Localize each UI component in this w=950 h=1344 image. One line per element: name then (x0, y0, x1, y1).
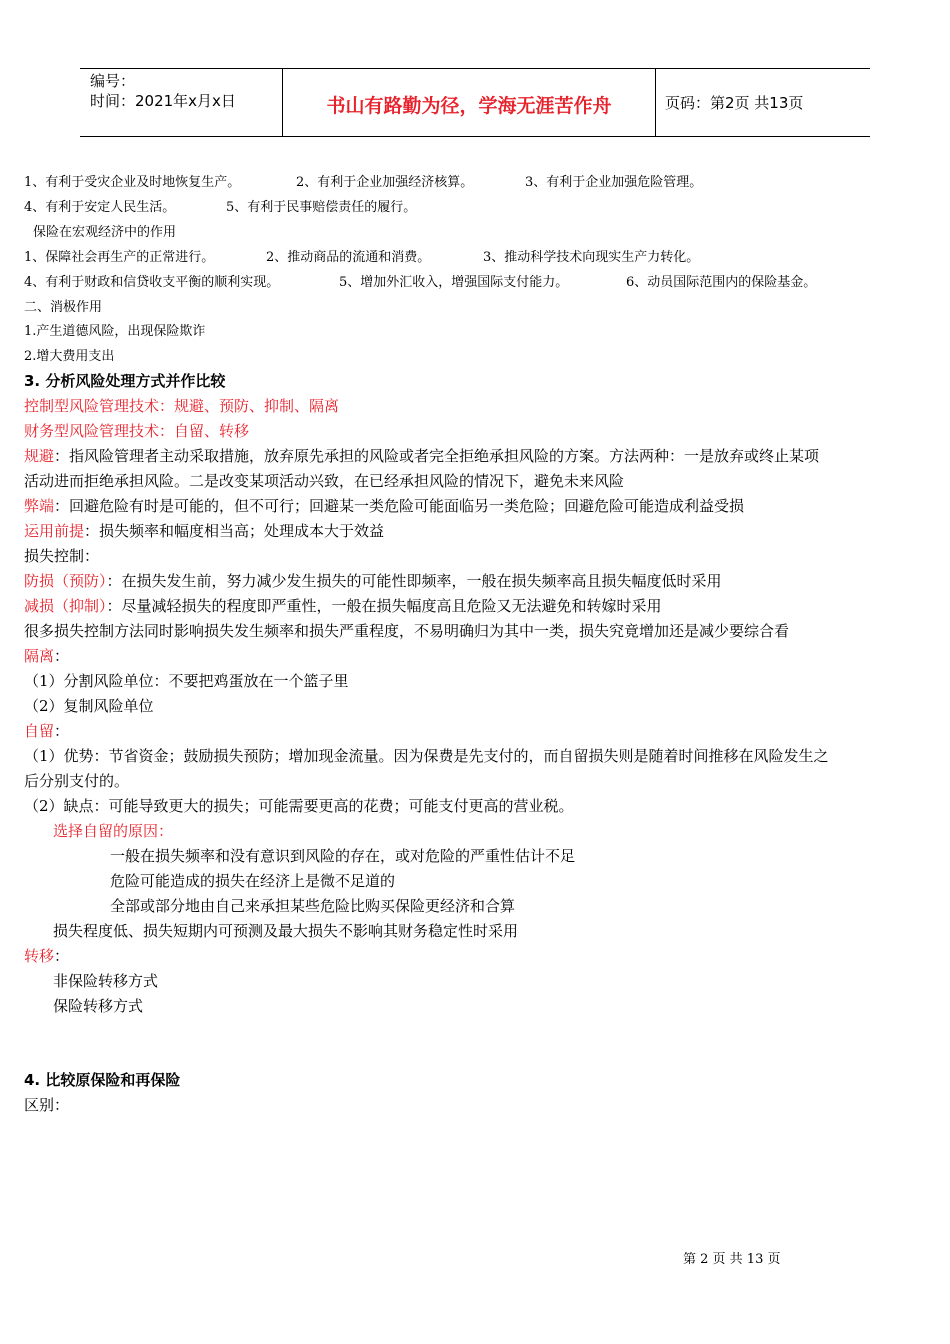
retention-reason-1: 一般在损失频率和没有意识到风险的存在，或对危险的严重性估计不足 (110, 847, 576, 865)
negative-role-2: 2.增大费用支出 (24, 349, 115, 364)
transfer-non-insurance: 非保险转移方式 (53, 972, 159, 990)
loss-control-note: 很多损失控制方法同时影响损失发生频率和损失严重程度，不易明确归为其中一类，损失究竟增加还是减少要综合看 (24, 622, 790, 640)
loss-reduction-text: ：尽量减轻损失的程度即严重性，一般在损失幅度高且危险又无法避免和转嫁时采用 (106, 597, 662, 615)
macro-role-2: 2、推动商品的流通和消费。 (266, 250, 431, 265)
transfer-colon: ： (54, 947, 70, 965)
retention-advantages-cont: 后分别支付的。 (24, 772, 130, 790)
header-meta-cell (80, 69, 282, 136)
loss-prevention (24, 570, 722, 591)
section-4-heading: 4. 比较原保险和再保险 (24, 1071, 181, 1089)
drawbacks (24, 495, 744, 516)
isolation-key: 隔离 (24, 647, 55, 665)
financial-techniques: 财务型风险管理技术：自留、转移 (24, 422, 250, 440)
macro-role-6: 6、动员国际范围内的保险基金。 (626, 275, 817, 290)
loss-reduction-key: 减损（抑制） (24, 597, 107, 615)
premise (24, 520, 384, 541)
macro-role-heading: 保险在宏观经济中的作用 (33, 225, 177, 240)
page-footer: 第 2 页 共 13 页 (683, 1252, 781, 1267)
drawbacks-key: 弊端 (24, 497, 55, 515)
retention-heading (24, 720, 69, 741)
isolation-1: （1）分割风险单位：不要把鸡蛋放在一个篮子里 (24, 672, 349, 690)
benefit-3: 3、有利于企业加强危险管理。 (525, 175, 703, 190)
difference-label: 区别： (24, 1096, 70, 1114)
retention-disadvantages: （2）缺点：可能导致更大的损失；可能需要更高的花费；可能支付更高的营业税。 (24, 797, 574, 815)
header-page-info: 页码：第2页 共13页 (665, 94, 804, 112)
retention-advantages: （1）优势：节省资金；鼓励损失预防；增加现金流量。因为保费是先支付的，而自留损失则是随着时间推移在风险发生之 (24, 747, 829, 765)
retention-reason-3: 全部或部分地由自己来承担某些危险比购买保险更经济和合算 (110, 897, 516, 915)
retention-reasons-heading: 选择自留的原因： (53, 822, 174, 840)
benefit-4: 4、有利于安定人民生活。 (24, 200, 176, 215)
date-label: 时间：2021年x月x日 (90, 92, 236, 110)
transfer-heading (24, 945, 69, 966)
page-header-table (80, 68, 870, 137)
transfer-key: 转移 (24, 947, 55, 965)
avoidance-key: 规避 (24, 447, 55, 465)
header-motto: 书山有路勤为径，学海无涯苦作舟 (282, 69, 656, 136)
isolation-heading (24, 645, 69, 666)
loss-reduction (24, 595, 662, 616)
negative-role-heading: 二、消极作用 (24, 300, 103, 315)
isolation-colon: ： (54, 647, 70, 665)
premise-key: 运用前提 (24, 522, 85, 540)
avoidance-definition (24, 445, 819, 466)
section-3-heading: 3. 分析风险处理方式并作比较 (24, 372, 226, 390)
macro-role-4: 4、有利于财政和信贷收支平衡的顺利实现。 (24, 275, 280, 290)
loss-control-heading: 损失控制： (24, 547, 100, 565)
avoidance-definition-cont: 活动进而拒绝承担风险。二是改变某项活动兴致，在已经承担风险的情况下，避免未来风险 (24, 472, 625, 490)
premise-text: ：损失频率和幅度相当高；处理成本大于效益 (84, 522, 385, 540)
negative-role-1: 1.产生道德风险，出现保险欺诈 (24, 324, 206, 339)
transfer-insurance: 保险转移方式 (53, 997, 144, 1015)
control-techniques: 控制型风险管理技术：规避、预防、抑制、隔离 (24, 397, 340, 415)
retention-reason-2: 危险可能造成的损失在经济上是微不足道的 (110, 872, 396, 890)
benefit-1: 1、有利于受灾企业及时地恢复生产。 (24, 175, 241, 190)
retention-colon: ： (54, 722, 70, 740)
number-label: 编号： (90, 72, 136, 90)
loss-prevention-text: ：在损失发生前，努力减少发生损失的可能性即频率，一般在损失频率高且损失幅度低时采用 (106, 572, 722, 590)
macro-role-3: 3、推动科学技术向现实生产力转化。 (483, 250, 700, 265)
avoidance-text: ：指风险管理者主动采取措施，放弃原先承担的风险或者完全拒绝承担风险的方案。方法两种：一是放弃或终止某项 (54, 447, 820, 465)
macro-role-5: 5、增加外汇收入，增强国际支付能力。 (339, 275, 569, 290)
benefit-2: 2、有利于企业加强经济核算。 (296, 175, 474, 190)
retention-usage: 损失程度低、损失短期内可预测及最大损失不影响其财务稳定性时采用 (53, 922, 519, 940)
macro-role-1: 1、保障社会再生产的正常进行。 (24, 250, 215, 265)
drawbacks-text: ：回避危险有时是可能的，但不可行；回避某一类危险可能面临另一类危险；回避危险可能造成利益受损 (54, 497, 745, 515)
isolation-2: （2）复制风险单位 (24, 697, 154, 715)
benefit-5: 5、有利于民事赔偿责任的履行。 (226, 200, 417, 215)
retention-key: 自留 (24, 722, 55, 740)
loss-prevention-key: 防损（预防） (24, 572, 107, 590)
